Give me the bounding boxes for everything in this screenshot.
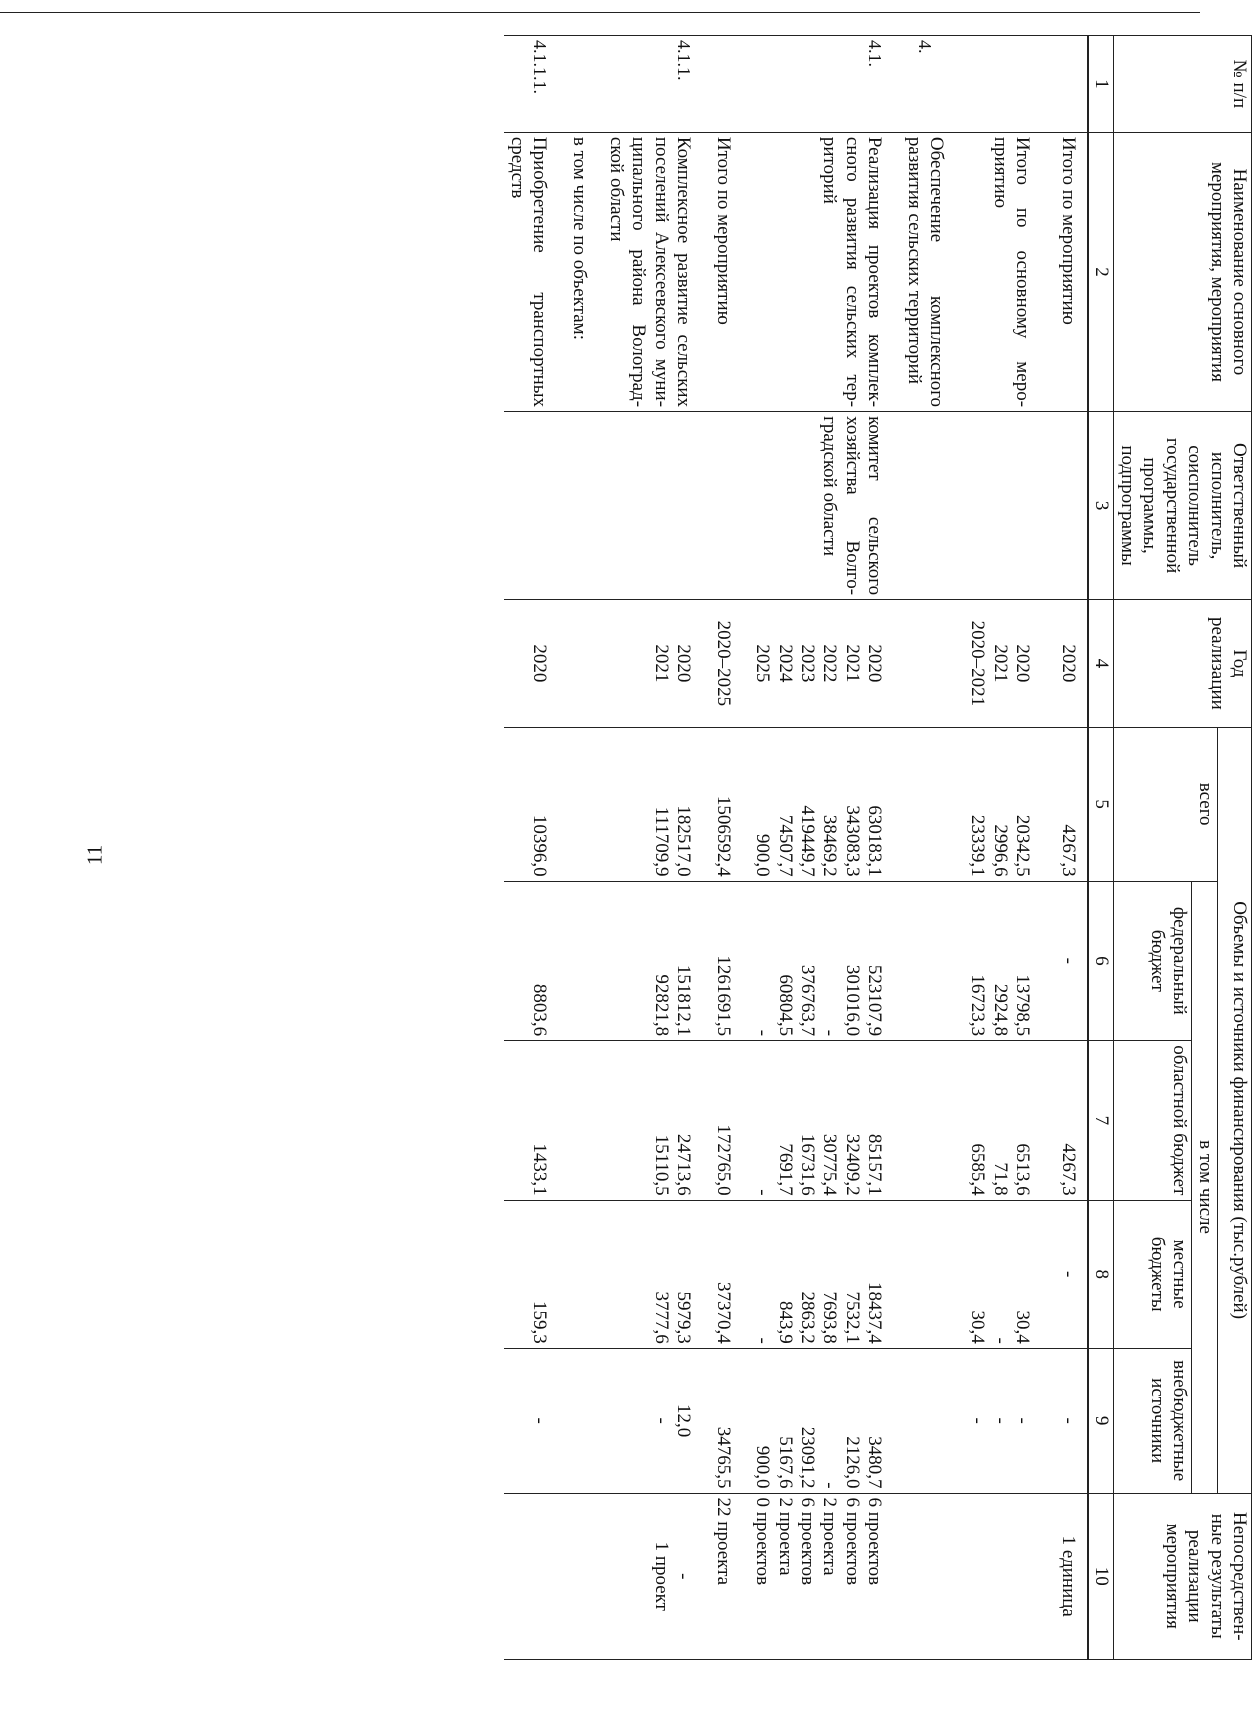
row-total: 630183,1 343083,3 38469,2 419449,7 74507,7 900,0 bbox=[750, 727, 901, 881]
row-local: 37370,4 bbox=[710, 1200, 749, 1348]
row-extra: 3480,7 2126,0 - 23091,2 5167,6 900,0 bbox=[750, 1348, 901, 1493]
row-year: 2020 2021 2020–2021 bbox=[965, 600, 1055, 728]
row-responsible bbox=[1055, 412, 1087, 600]
row-year bbox=[901, 600, 965, 728]
header-total: всего bbox=[1114, 727, 1218, 881]
row-name: в том числе по объектам: bbox=[566, 132, 603, 411]
row-responsible bbox=[604, 412, 711, 600]
header-regional: областной бюджет bbox=[1114, 1041, 1192, 1201]
row-number: 4.1.1.1. bbox=[504, 36, 566, 133]
page-number: 11 bbox=[82, 844, 107, 866]
row-number bbox=[1055, 36, 1087, 133]
row-year bbox=[566, 600, 603, 728]
row-responsible bbox=[710, 412, 749, 600]
header-number: № п/п bbox=[1114, 36, 1252, 133]
rotated-table-page bbox=[152, 35, 1252, 1660]
column-number: 10 bbox=[1088, 1493, 1114, 1659]
row-extra: - bbox=[504, 1348, 566, 1493]
row-local bbox=[901, 1200, 965, 1348]
row-local bbox=[566, 1200, 603, 1348]
header-responsible: Ответственный исполнитель, соисполнитель государственной программы, подпрограммы bbox=[1114, 412, 1252, 600]
column-number: 8 bbox=[1088, 1200, 1114, 1348]
row-extra: 12,0 - bbox=[604, 1348, 711, 1493]
row-regional: 85157,1 32409,2 30775,4 16731,6 7691,7 - bbox=[750, 1041, 901, 1201]
funding-table bbox=[504, 35, 1252, 1660]
column-number: 9 bbox=[1088, 1348, 1114, 1493]
row-year: 2020–2025 bbox=[710, 600, 749, 728]
table-row bbox=[1055, 36, 1087, 1660]
table-row bbox=[504, 36, 566, 1660]
column-number: 7 bbox=[1088, 1041, 1114, 1201]
row-regional: 4267,3 bbox=[1055, 1041, 1087, 1201]
row-year: 2020 2021 bbox=[604, 600, 711, 728]
row-federal: 8803,6 bbox=[504, 881, 566, 1041]
table-row bbox=[710, 36, 749, 1660]
column-number: 4 bbox=[1088, 600, 1114, 728]
row-name: Итого по мероприятию bbox=[1055, 132, 1087, 411]
top-border-line bbox=[0, 12, 1200, 13]
row-number: 4. bbox=[901, 36, 965, 133]
row-year: 2020 bbox=[1055, 600, 1087, 728]
row-total bbox=[566, 727, 603, 881]
column-number: 5 bbox=[1088, 727, 1114, 881]
header-funding-group: Объемы и источники финансирования (тыс.рублей) bbox=[1218, 727, 1252, 1493]
row-federal bbox=[901, 881, 965, 1041]
row-number: 4.1. bbox=[750, 36, 901, 133]
row-name: Итого по основному меро-приятию bbox=[965, 132, 1055, 411]
row-number bbox=[566, 36, 603, 133]
row-name: Реализация проектов комплек-сного развития сельских тер-риторий bbox=[750, 132, 901, 411]
row-number: 4.1.1. bbox=[604, 36, 711, 133]
row-total: 4267,3 bbox=[1055, 727, 1087, 881]
table-row bbox=[566, 36, 603, 1660]
column-number-row bbox=[1088, 36, 1114, 1660]
row-regional: 24713,6 15110,5 bbox=[604, 1041, 711, 1201]
row-result: 6 проектов 6 проектов 2 проекта 6 проектов 2 проекта 0 проектов bbox=[750, 1493, 901, 1659]
row-federal bbox=[566, 881, 603, 1041]
row-result: 1 единица bbox=[1055, 1493, 1087, 1659]
row-extra bbox=[566, 1348, 603, 1493]
table-row bbox=[750, 36, 901, 1660]
row-regional bbox=[566, 1041, 603, 1201]
row-number bbox=[710, 36, 749, 133]
row-federal: 523107,9 301016,0 - 376763,7 60804,5 - bbox=[750, 881, 901, 1041]
row-federal: 13798,5 2924,8 16723,3 bbox=[965, 881, 1055, 1041]
row-extra: - - - bbox=[965, 1348, 1055, 1493]
table-row bbox=[604, 36, 711, 1660]
row-name: Обеспечение комплексного развития сельских территорий bbox=[901, 132, 965, 411]
header-local: местные бюджеты bbox=[1114, 1200, 1192, 1348]
table-row bbox=[901, 36, 965, 1660]
row-result bbox=[965, 1493, 1055, 1659]
header-including: в том числе bbox=[1192, 881, 1218, 1493]
row-responsible: комитет сельского хозяйства Волго-градской области bbox=[750, 412, 901, 600]
row-year: 2020 2021 2022 2023 2024 2025 bbox=[750, 600, 901, 728]
row-total: 1506592,4 bbox=[710, 727, 749, 881]
row-local: - bbox=[1055, 1200, 1087, 1348]
header-year: Год реализации bbox=[1114, 600, 1252, 728]
row-result bbox=[566, 1493, 603, 1659]
table-row bbox=[965, 36, 1055, 1660]
row-responsible bbox=[965, 412, 1055, 600]
header-extra: внебюджетные источники bbox=[1114, 1348, 1192, 1493]
column-number: 6 bbox=[1088, 881, 1114, 1041]
row-regional bbox=[901, 1041, 965, 1201]
row-total: 10396,0 bbox=[504, 727, 566, 881]
row-federal: 1261691,5 bbox=[710, 881, 749, 1041]
row-total bbox=[901, 727, 965, 881]
column-number: 3 bbox=[1088, 412, 1114, 600]
row-federal: - bbox=[1055, 881, 1087, 1041]
row-responsible bbox=[566, 412, 603, 600]
row-federal: 151812,1 92821,8 bbox=[604, 881, 711, 1041]
row-total: 182517,0 111709,9 bbox=[604, 727, 711, 881]
row-total: 20342,5 2996,6 23339,1 bbox=[965, 727, 1055, 881]
header-results: Непосредствен-ные результаты реализации мероприятия bbox=[1114, 1493, 1252, 1659]
row-result bbox=[504, 1493, 566, 1659]
row-name: Итого по мероприятию bbox=[710, 132, 749, 411]
row-result: 22 проекта bbox=[710, 1493, 749, 1659]
row-local: 18437,4 7532,1 7693,8 2863,2 843,9 - bbox=[750, 1200, 901, 1348]
row-extra bbox=[901, 1348, 965, 1493]
row-regional: 172765,0 bbox=[710, 1041, 749, 1201]
row-result bbox=[901, 1493, 965, 1659]
row-local: 159,3 bbox=[504, 1200, 566, 1348]
row-regional: 6513,6 71,8 6585,4 bbox=[965, 1041, 1055, 1201]
header-activity-name: Наименование основного мероприятия, мероприятия bbox=[1114, 132, 1252, 411]
row-name: Приобретение транспортных средств bbox=[504, 132, 566, 411]
row-number bbox=[965, 36, 1055, 133]
row-name: Комплексное развитие сельских поселений Алексеевского муни-ципального района Волоград-ской области bbox=[604, 132, 711, 411]
row-result: - 1 проект bbox=[604, 1493, 711, 1659]
column-number: 2 bbox=[1088, 132, 1114, 411]
row-extra: - bbox=[1055, 1348, 1087, 1493]
row-responsible bbox=[901, 412, 965, 600]
row-local: 30,4 - 30,4 bbox=[965, 1200, 1055, 1348]
row-responsible bbox=[504, 412, 566, 600]
row-year: 2020 bbox=[504, 600, 566, 728]
row-extra: 34765,5 bbox=[710, 1348, 749, 1493]
row-regional: 1433,1 bbox=[504, 1041, 566, 1201]
row-local: 5979,3 3777,6 bbox=[604, 1200, 711, 1348]
header-federal: федеральный бюджет bbox=[1114, 881, 1192, 1041]
column-number: 1 bbox=[1088, 36, 1114, 133]
